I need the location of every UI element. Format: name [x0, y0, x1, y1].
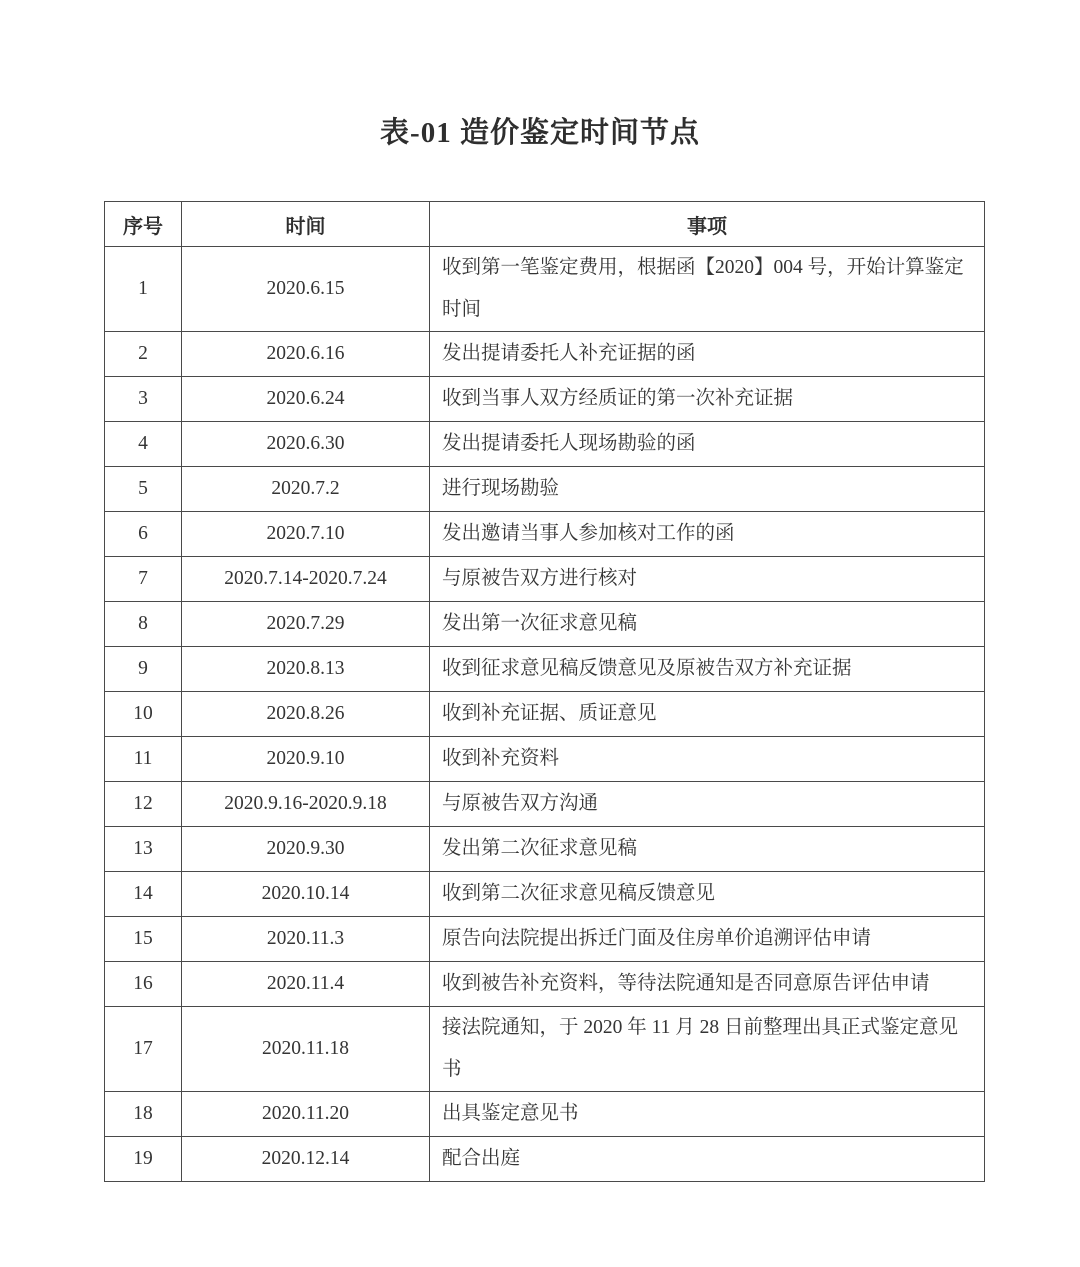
row-event: 收到征求意见稿反馈意见及原被告双方补充证据 [430, 647, 985, 692]
row-date: 2020.9.10 [182, 737, 430, 782]
row-date: 2020.12.14 [182, 1137, 430, 1182]
table-row [105, 602, 985, 647]
table-row [105, 872, 985, 917]
table-row [105, 332, 985, 377]
table-row [105, 377, 985, 422]
row-date: 2020.11.3 [182, 917, 430, 962]
row-sequence-number: 7 [105, 557, 182, 602]
table-row [105, 962, 985, 1007]
row-event: 进行现场勘验 [430, 467, 985, 512]
row-sequence-number: 1 [105, 247, 182, 332]
row-sequence-number: 14 [105, 872, 182, 917]
row-sequence-number: 12 [105, 782, 182, 827]
row-sequence-number: 3 [105, 377, 182, 422]
row-event: 发出提请委托人补充证据的函 [430, 332, 985, 377]
table-row [105, 647, 985, 692]
row-date: 2020.6.16 [182, 332, 430, 377]
row-sequence-number: 19 [105, 1137, 182, 1182]
row-sequence-number: 17 [105, 1007, 182, 1092]
row-date: 2020.11.20 [182, 1092, 430, 1137]
row-date: 2020.7.10 [182, 512, 430, 557]
row-date: 2020.6.24 [182, 377, 430, 422]
table-row [105, 692, 985, 737]
row-date: 2020.10.14 [182, 872, 430, 917]
row-sequence-number: 18 [105, 1092, 182, 1137]
row-event: 发出第二次征求意见稿 [430, 827, 985, 872]
column-header-no: 序号 [105, 202, 182, 247]
row-sequence-number: 13 [105, 827, 182, 872]
row-sequence-number: 16 [105, 962, 182, 1007]
row-event: 收到补充证据、质证意见 [430, 692, 985, 737]
row-event: 与原被告双方沟通 [430, 782, 985, 827]
row-sequence-number: 4 [105, 422, 182, 467]
table-row [105, 557, 985, 602]
row-sequence-number: 5 [105, 467, 182, 512]
table-row [105, 422, 985, 467]
row-event: 与原被告双方进行核对 [430, 557, 985, 602]
row-date: 2020.7.29 [182, 602, 430, 647]
row-sequence-number: 9 [105, 647, 182, 692]
row-date: 2020.11.4 [182, 962, 430, 1007]
row-event: 收到第一笔鉴定费用，根据函【2020】004 号，开始计算鉴定时间 [430, 247, 985, 332]
table-row [105, 1137, 985, 1182]
row-date: 2020.7.2 [182, 467, 430, 512]
table-row [105, 917, 985, 962]
table-row [105, 467, 985, 512]
column-header-event: 事项 [430, 202, 985, 247]
table-header-row [105, 202, 985, 247]
row-event: 发出提请委托人现场勘验的函 [430, 422, 985, 467]
row-event: 发出邀请当事人参加核对工作的函 [430, 512, 985, 557]
row-event: 收到补充资料 [430, 737, 985, 782]
row-event: 发出第一次征求意见稿 [430, 602, 985, 647]
column-header-date: 时间 [182, 202, 430, 247]
table-row [105, 827, 985, 872]
row-date: 2020.8.26 [182, 692, 430, 737]
row-sequence-number: 8 [105, 602, 182, 647]
row-event: 收到当事人双方经质证的第一次补充证据 [430, 377, 985, 422]
row-date: 2020.9.16-2020.9.18 [182, 782, 430, 827]
row-event: 收到第二次征求意见稿反馈意见 [430, 872, 985, 917]
row-date: 2020.8.13 [182, 647, 430, 692]
row-event: 收到被告补充资料，等待法院通知是否同意原告评估申请 [430, 962, 985, 1007]
row-date: 2020.9.30 [182, 827, 430, 872]
table-row [105, 1007, 985, 1092]
table-row [105, 247, 985, 332]
row-sequence-number: 11 [105, 737, 182, 782]
row-sequence-number: 15 [105, 917, 182, 962]
row-sequence-number: 2 [105, 332, 182, 377]
table-body [105, 247, 985, 1182]
row-date: 2020.6.15 [182, 247, 430, 332]
timeline-table [104, 201, 985, 1182]
table-row [105, 737, 985, 782]
table-row [105, 782, 985, 827]
row-event: 出具鉴定意见书 [430, 1092, 985, 1137]
row-event: 接法院通知，于 2020 年 11 月 28 日前整理出具正式鉴定意见书 [430, 1007, 985, 1092]
table-row [105, 1092, 985, 1137]
document-title: 表-01 造价鉴定时间节点 [380, 117, 700, 149]
row-event: 配合出庭 [430, 1137, 985, 1182]
row-sequence-number: 6 [105, 512, 182, 557]
row-date: 2020.11.18 [182, 1007, 430, 1092]
table-row [105, 512, 985, 557]
row-event: 原告向法院提出拆迁门面及住房单价追溯评估申请 [430, 917, 985, 962]
row-date: 2020.7.14-2020.7.24 [182, 557, 430, 602]
row-sequence-number: 10 [105, 692, 182, 737]
row-date: 2020.6.30 [182, 422, 430, 467]
